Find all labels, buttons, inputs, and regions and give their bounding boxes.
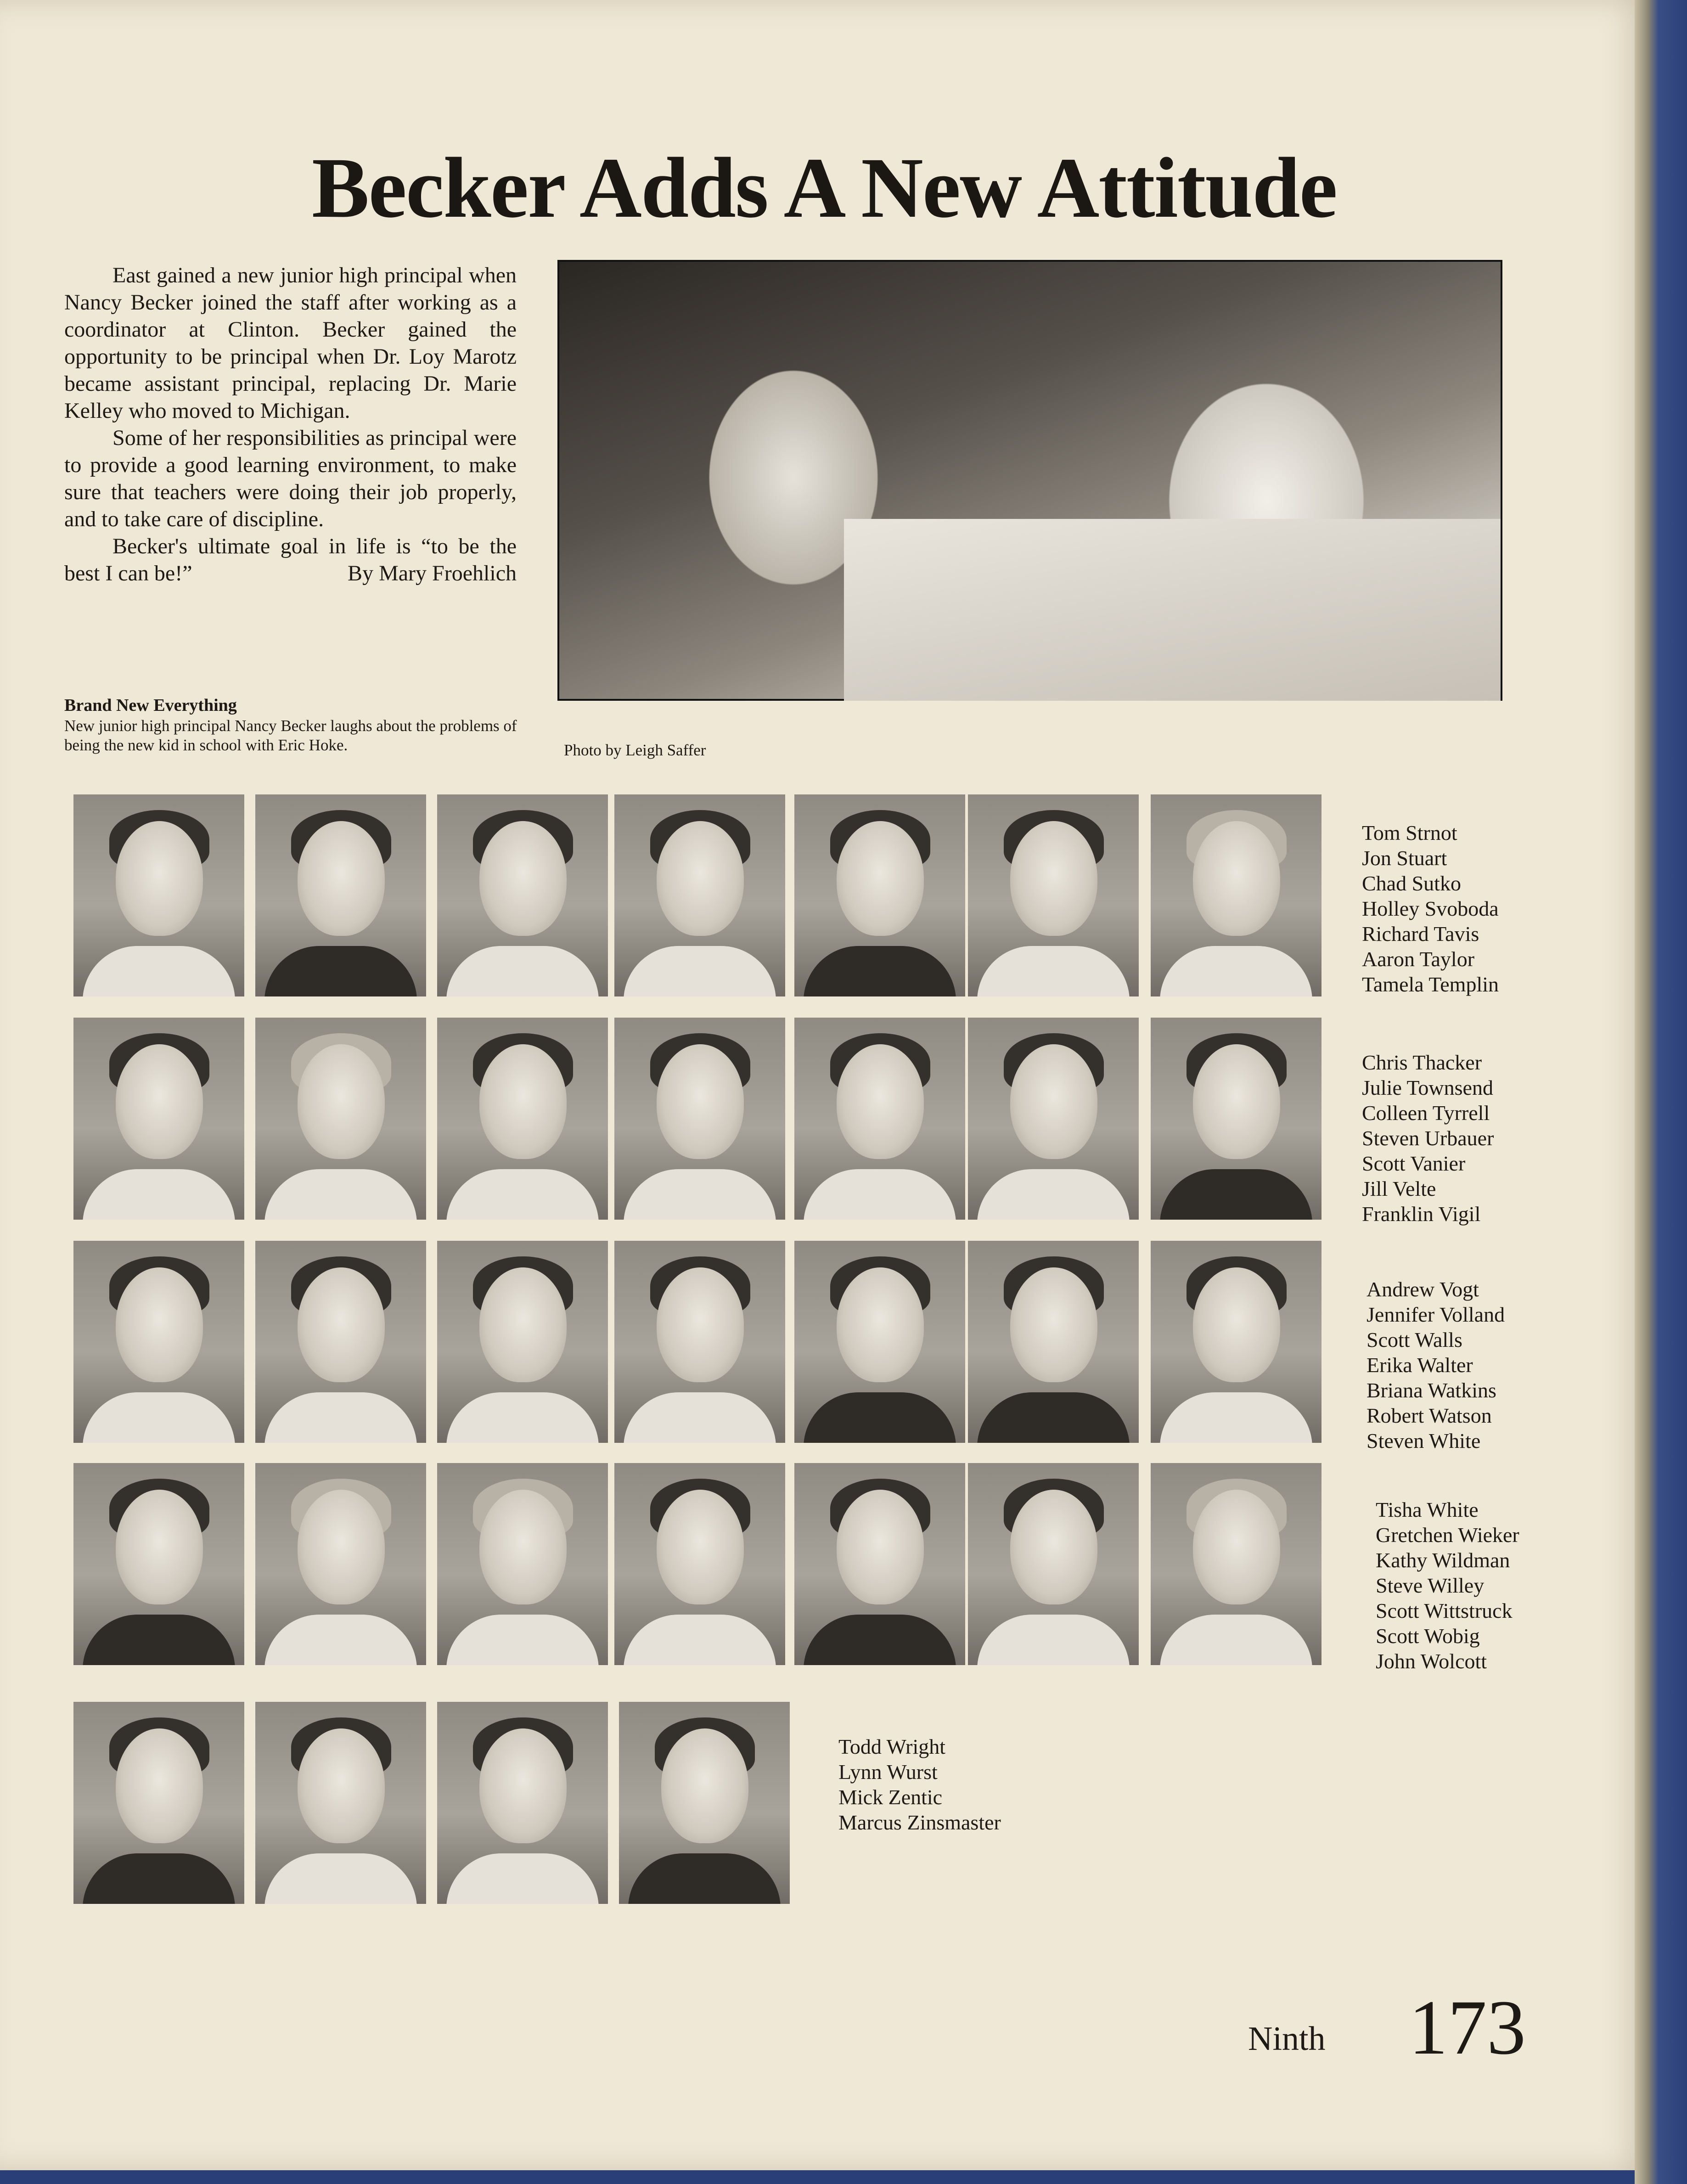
student-name: Jennifer Volland [1366, 1303, 1505, 1326]
article [64, 262, 517, 587]
portrait-photo [437, 1702, 608, 1904]
student-name: Steven Urbauer [1362, 1126, 1494, 1150]
student-name: Tisha White [1376, 1498, 1479, 1521]
portrait-photo [73, 1463, 244, 1665]
name-list-row-4 [1376, 1497, 1519, 1674]
student-name: Colleen Tyrrell [1362, 1101, 1490, 1125]
student-name: Steve Willey [1376, 1574, 1485, 1597]
portrait-photo [614, 1241, 785, 1443]
student-name: Scott Wobig [1376, 1624, 1480, 1648]
portrait-photo [1151, 1018, 1321, 1220]
portrait-photo [255, 1702, 426, 1904]
student-name: Lynn Wurst [838, 1760, 938, 1784]
name-list-row-1 [1362, 820, 1499, 997]
portrait-photo [968, 1241, 1139, 1443]
portrait-photo [255, 1018, 426, 1220]
student-name: Scott Wittstruck [1376, 1599, 1513, 1622]
name-list-row-5 [838, 1734, 1001, 1835]
name-list-row-2 [1362, 1050, 1494, 1227]
portrait-photo [437, 1018, 608, 1220]
student-name: Richard Tavis [1362, 922, 1479, 946]
student-name: John Wolcott [1376, 1649, 1487, 1673]
photo-credit: Photo by Leigh Saffer [564, 741, 706, 759]
name-list-row-3 [1366, 1277, 1505, 1453]
article-paragraph-text: Becker's ultimate goal in life is “to be the best I can be!” [64, 534, 517, 585]
student-name: Erika Walter [1366, 1353, 1473, 1377]
portrait-photo [73, 1702, 244, 1904]
student-name: Chris Thacker [1362, 1051, 1482, 1074]
portrait-photo [73, 1241, 244, 1443]
portrait-photo [73, 794, 244, 996]
student-name: Jon Stuart [1362, 846, 1447, 870]
portrait-photo [968, 1018, 1139, 1220]
portrait-photo [1151, 794, 1321, 996]
student-name: Scott Walls [1366, 1328, 1462, 1351]
student-name: Marcus Zinsmaster [838, 1811, 1001, 1834]
section-label: Ninth [1248, 2020, 1326, 2058]
student-name: Steven White [1366, 1429, 1481, 1452]
article-paragraph: East gained a new junior high principal when Nancy Becker joined the staff after working as a coordinator at Clinton. Becker gained the opportunity to be principal when Dr. Loy Marotz became assistant principal, replacing Dr. Marie Kelley who moved to Michigan. [64, 263, 517, 423]
portrait-photo [614, 794, 785, 996]
student-name: Julie Townsend [1362, 1076, 1493, 1099]
student-name: Holley Svoboda [1362, 897, 1499, 920]
portrait-photo [614, 1018, 785, 1220]
student-name: Tom Strnot [1362, 821, 1457, 844]
binding-edge [1635, 0, 1687, 2184]
portrait-photo [794, 1018, 965, 1220]
student-name: Aaron Taylor [1362, 947, 1475, 971]
portrait-photo [255, 1241, 426, 1443]
portrait-photo [73, 1018, 244, 1220]
portrait-photo [614, 1463, 785, 1665]
byline: By Mary Froehlich [348, 561, 517, 585]
student-name: Kathy Wildman [1376, 1548, 1510, 1572]
portrait-photo [255, 1463, 426, 1665]
portrait-photo [794, 1241, 965, 1443]
portrait-photo [968, 794, 1139, 996]
student-name: Briana Watkins [1366, 1379, 1496, 1402]
student-name: Robert Watson [1366, 1404, 1492, 1427]
student-name: Gretchen Wieker [1376, 1523, 1519, 1547]
student-name: Tamela Templin [1362, 973, 1499, 996]
headline: Becker Adds A New Attitude [312, 140, 1337, 236]
caption-title: Brand New Everything [64, 696, 237, 715]
photo-caption: New junior high principal Nancy Becker laughs about the problems of being the new kid in school with Eric Hoke. [64, 717, 517, 754]
photo-desk-area [844, 519, 1501, 701]
portrait-photo [968, 1463, 1139, 1665]
feature-photo [557, 260, 1502, 701]
portrait-photo [437, 1463, 608, 1665]
student-name: Todd Wright [838, 1735, 946, 1758]
student-name: Scott Vanier [1362, 1152, 1466, 1175]
portrait-photo [794, 1463, 965, 1665]
portrait-photo [437, 1241, 608, 1443]
page-number: 173 [1409, 1984, 1526, 2071]
student-name: Mick Zentic [838, 1785, 943, 1809]
portrait-photo [619, 1702, 790, 1904]
student-name: Franklin Vigil [1362, 1202, 1481, 1226]
student-name: Jill Velte [1362, 1177, 1436, 1200]
student-name: Chad Sutko [1362, 872, 1461, 895]
article-paragraph [64, 533, 517, 587]
article-paragraph: Some of her responsibilities as principal were to provide a good learning environment, to make sure that teachers were doing their job properly, and to take care of discipline. [64, 426, 517, 531]
portrait-photo [1151, 1463, 1321, 1665]
student-name: Andrew Vogt [1366, 1278, 1479, 1301]
portrait-photo [794, 794, 965, 996]
portrait-photo [255, 794, 426, 996]
portrait-photo [1151, 1241, 1321, 1443]
portrait-photo [437, 794, 608, 996]
